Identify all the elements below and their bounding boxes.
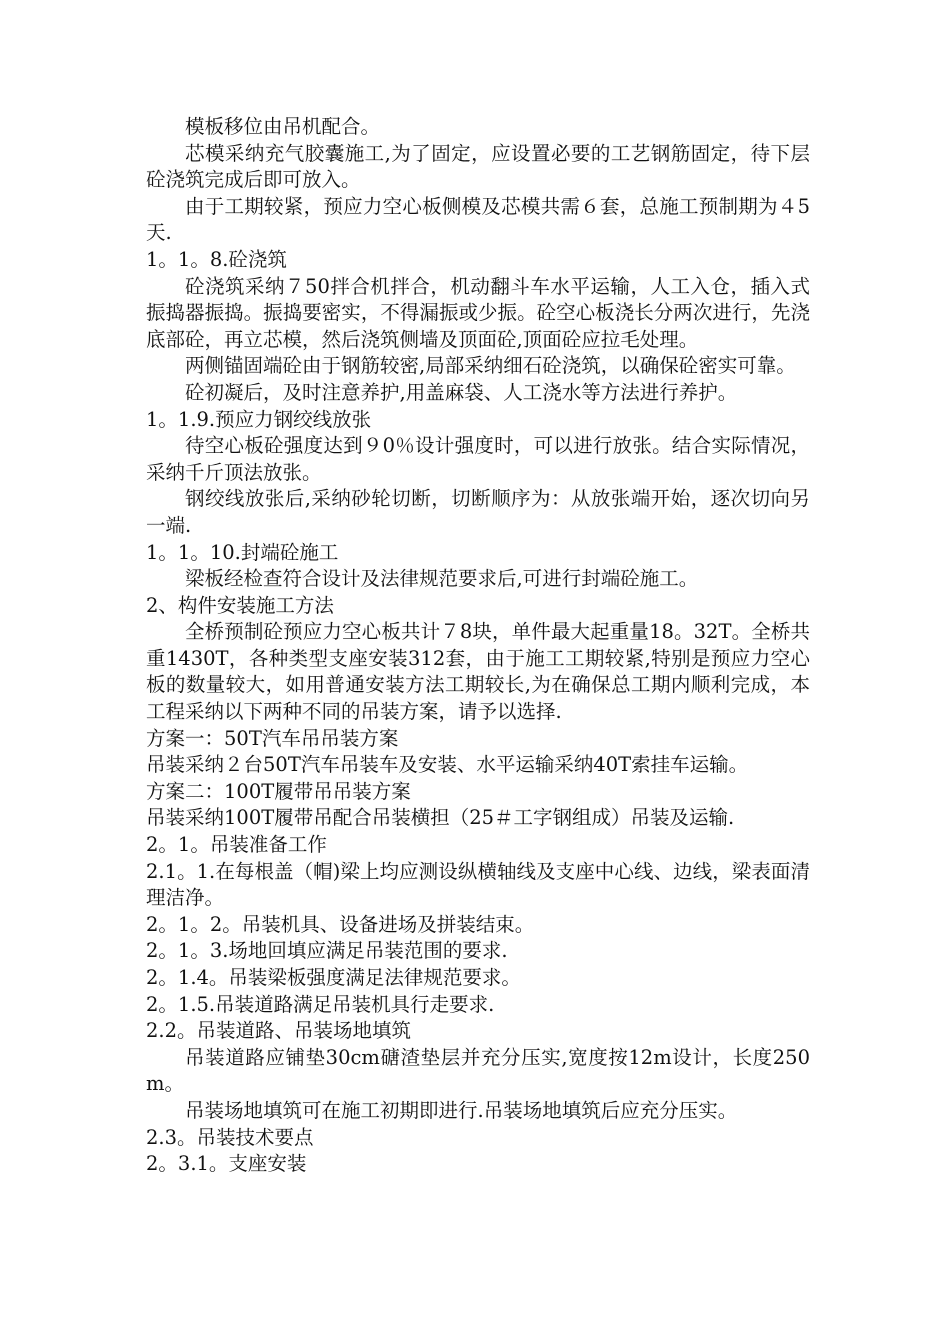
section-heading: 1。1。8.砼浇筑	[146, 247, 287, 271]
paragraph: 由于工期较紧，预应力空心板侧模及芯模共需６套，总施工预制期为４5天.	[146, 194, 810, 245]
paragraph: 芯模采纳充气胶囊施工,为了固定，应设置必要的工艺钢筋固定，待下层砼浇筑完成后即可放入。	[146, 141, 810, 192]
section-heading: 方案一：50T汽车吊吊装方案	[146, 726, 399, 750]
list-item: 2。1。2。吊装机具、设备进场及拼装结束。	[146, 912, 535, 936]
paragraph: 钢绞线放张后,采纳砂轮切断，切断顺序为：从放张端开始，逐次切向另一端.	[146, 487, 810, 537]
section-heading: 2、构件安装施工方法	[146, 593, 334, 617]
section-heading: 方案二：100T履带吊吊装方案	[146, 779, 411, 803]
list-item: 2。1.5.吊装道路满足吊装机具行走要求.	[146, 992, 495, 1016]
section-heading: 2.2。吊装道路、吊装场地填筑	[146, 1019, 412, 1043]
paragraph: 吊装场地填筑可在施工初期即进行.吊装场地填筑后应充分压实。	[185, 1098, 738, 1122]
paragraph: 两侧锚固端砼由于钢筋较密,局部采纳细石砼浇筑，以确保砼密实可靠。	[185, 354, 796, 378]
section-heading: 2.3。吊装技术要点	[146, 1125, 314, 1149]
section-heading: 2。3.1。支座安装	[146, 1152, 307, 1176]
paragraph: 模板移位由吊机配合。	[185, 115, 381, 138]
section-heading: 2。1。吊装准备工作	[146, 833, 327, 857]
list-item: 2.1。1.在每根盖（帽)梁上均应测设纵横轴线及支座中心线、边线，梁表面清理洁净。	[146, 859, 810, 910]
section-heading: 1。1。10.封端砼施工	[146, 540, 339, 564]
paragraph: 全桥预制砼预应力空心板共计７8块，单件最大起重量18。32T。全桥共重1430T，各种类型支座安装312套，由于施工工期较紧,特别是预应力空心板的数量较大，如用普通安装方法工期较长,为在确保总工期内顺利完成，本工程采纳以下两种不同的吊装方案，请予以选择.	[146, 620, 810, 724]
paragraph: 吊装采纳２台50T汽车吊装车及安装、水平运输采纳40T索挂车运输。	[146, 753, 749, 777]
section-heading: 1。1.9.预应力钢绞线放张	[146, 407, 372, 431]
list-item: 2。1。3.场地回填应满足吊装范围的要求.	[146, 939, 508, 963]
paragraph: 待空心板砼强度达到９0％设计强度时，可以进行放张。结合实际情况，采纳千斤顶法放张。	[146, 434, 810, 484]
paragraph: 砼浇筑采纳７50拌合机拌合，机动翻斗车水平运输，人工入仓，插入式振捣器振捣。振捣要密实，不得漏振或少振。砼空心板浇长分两次进行，先浇底部砼，再立芯模，然后浇筑侧墙及顶面砼,顶面砼应拉毛处理。	[146, 274, 810, 351]
paragraph: 梁板经检查符合设计及法律规范要求后,可进行封端砼施工。	[185, 567, 699, 591]
list-item: 2。1.4。吊装梁板强度满足法律规范要求。	[146, 966, 521, 989]
paragraph: 砼初凝后，及时注意养护,用盖麻袋、人工浇水等方法进行养护。	[185, 380, 738, 404]
paragraph: 吊装道路应铺垫30cm磄渣垫层并充分压实,宽度按12m设计，长度250m。	[146, 1045, 810, 1096]
document-body	[146, 114, 810, 1178]
paragraph: 吊装采纳100T履带吊配合吊装横担（25＃工字钢组成）吊装及运输.	[146, 806, 735, 830]
